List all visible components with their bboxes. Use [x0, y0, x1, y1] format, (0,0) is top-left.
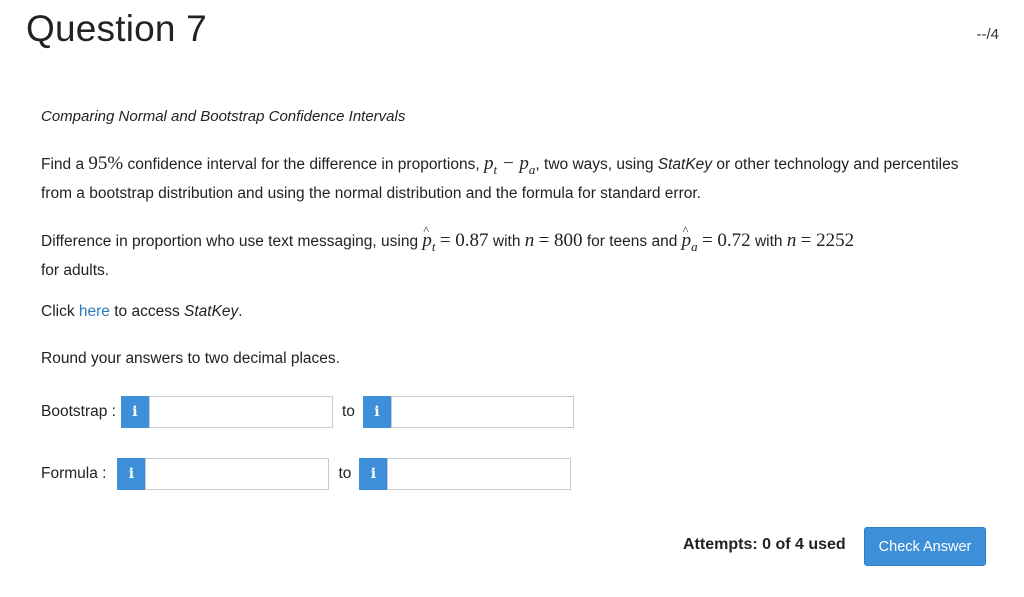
p1-text-a: Find a [41, 156, 89, 173]
p3-text-a: Click [41, 303, 79, 320]
info-icon[interactable]: i [117, 458, 145, 490]
p3-text-b: to access [109, 303, 185, 320]
p2-n-2: = 2252 [800, 230, 855, 251]
check-answer-button[interactable]: Check Answer [864, 527, 986, 566]
p1-statkey: StatKey [657, 156, 713, 173]
bootstrap-row [41, 396, 574, 428]
question-title: Question 7 [26, 8, 207, 49]
question-score: --/4 [976, 26, 999, 43]
info-icon[interactable]: i [359, 458, 387, 490]
n-symbol-1: n [524, 230, 535, 251]
formula-upper-input[interactable] [387, 458, 571, 490]
formula-label: Formula : [41, 465, 107, 482]
to-label: to [338, 465, 352, 482]
p2-with-1: with [488, 233, 525, 250]
info-icon[interactable]: i [121, 396, 149, 428]
question-subtitle: Comparing Normal and Bootstrap Confidence Intervals [41, 108, 406, 125]
p1-percent: 95% [88, 153, 124, 174]
p3-statkey: StatKey [184, 303, 239, 320]
p2-text-c: for adults. [41, 261, 110, 279]
instruction-paragraph-3 [41, 300, 981, 324]
bootstrap-label: Bootstrap : [41, 403, 116, 420]
instruction-paragraph-2 [41, 229, 981, 283]
p3-text-c: . [238, 303, 243, 320]
p2-value-1: = 0.87 [439, 230, 489, 251]
p1-text-b: confidence interval for the difference in proportions, [123, 156, 484, 173]
n-symbol-2: n [786, 230, 797, 251]
info-icon[interactable]: i [363, 396, 391, 428]
bootstrap-lower-input[interactable] [149, 396, 333, 428]
p2-with-2: with [750, 233, 787, 250]
p1-text-d: or other technology and percentiles from a bootstrap distribution and using the normal distribution and the formula for standard error. [41, 156, 959, 202]
p2-n-1: = 800 [538, 230, 583, 251]
formula-lower-input[interactable] [145, 458, 329, 490]
statkey-link[interactable]: here [78, 303, 110, 320]
formula-row [41, 458, 571, 490]
p-hat-t: ^ $p_t$ [422, 229, 435, 259]
bootstrap-upper-input[interactable] [391, 396, 574, 428]
p-hat-a: ^ $p_a$ [682, 229, 698, 259]
p2-text-b: for teens and [582, 233, 682, 250]
to-label: to [341, 403, 355, 420]
instruction-paragraph-1: Find a 95% confidence interval for the difference in proportions, $p_t - p_a$, two ways, using StatKey or other technology and percentiles from a bootstrap distribution and using the normal distribution and the formula for standard error. [41, 153, 959, 202]
instruction-paragraph-4: Round your answers to two decimal places. [41, 350, 340, 367]
p2-text-a: Difference in proportion who use text messaging, using [41, 233, 423, 250]
pt-minus-pa: $p_t - p_a$ [483, 153, 536, 177]
attempts-counter: Attempts: 0 of 4 used [683, 536, 846, 553]
p1-text-c: two ways, using [539, 156, 658, 173]
p2-value-2: = 0.72 [701, 230, 751, 251]
